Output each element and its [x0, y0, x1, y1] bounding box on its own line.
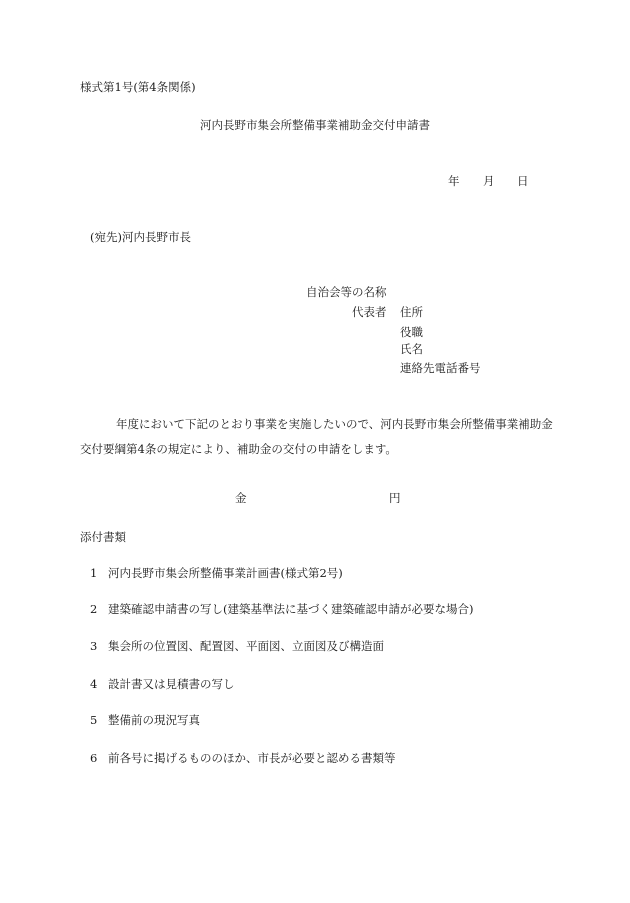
date-year-label: 年 — [448, 174, 460, 188]
date-day-label: 日 — [517, 174, 529, 188]
attachment-item — [90, 679, 235, 691]
addressee: (宛先)河内長野市長 — [90, 230, 191, 244]
attachment-item — [90, 604, 473, 616]
name-label: 氏名 — [400, 342, 423, 356]
body-paragraph: 年度において下記のとおり事業を実施したいので、河内長野市集会所整備事業補助金交付要綱第4条の規定により、補助金の交付の申請をします。 — [80, 417, 553, 456]
attachment-text: 設計書又は見積書の写し — [108, 677, 235, 691]
attachment-text: 前各号に掲げるもののほか、市長が必要と認める書類等 — [108, 751, 396, 765]
document-title: 河内長野市集会所整備事業補助金交付申請書 — [200, 118, 430, 132]
attachment-text: 集会所の位置図、配置図、平面図、立面図及び構造面 — [108, 639, 384, 653]
attachment-text: 河内長野市集会所整備事業計画書(様式第2号) — [108, 566, 343, 580]
representative-label: 代表者 — [352, 305, 387, 319]
attachment-item — [90, 715, 200, 727]
attachment-number: 1 — [90, 566, 98, 580]
attachment-number: 4 — [90, 677, 98, 691]
amount-prefix: 金 — [235, 491, 247, 505]
amount-suffix: 円 — [389, 491, 401, 505]
phone-label: 連絡先電話番号 — [400, 361, 481, 375]
address-label: 住所 — [400, 305, 423, 319]
date-month-label: 月 — [483, 174, 495, 188]
form-number: 様式第1号(第4条関係) — [80, 80, 196, 94]
attachment-item — [90, 753, 396, 765]
attachment-item — [90, 641, 384, 653]
attachment-text: 建築確認申請書の写し(建築基準法に基づく建築確認申請が必要な場合) — [108, 602, 474, 616]
position-label: 役職 — [400, 325, 423, 339]
applicant-org-name-label: 自治会等の名称 — [306, 285, 387, 299]
attachment-item — [90, 568, 343, 580]
attachment-number: 3 — [90, 639, 98, 653]
attachment-number: 6 — [90, 751, 98, 765]
attachments-heading: 添付書類 — [80, 530, 126, 544]
attachment-text: 整備前の現況写真 — [108, 713, 200, 727]
attachment-number: 5 — [90, 713, 98, 727]
attachment-number: 2 — [90, 602, 98, 616]
